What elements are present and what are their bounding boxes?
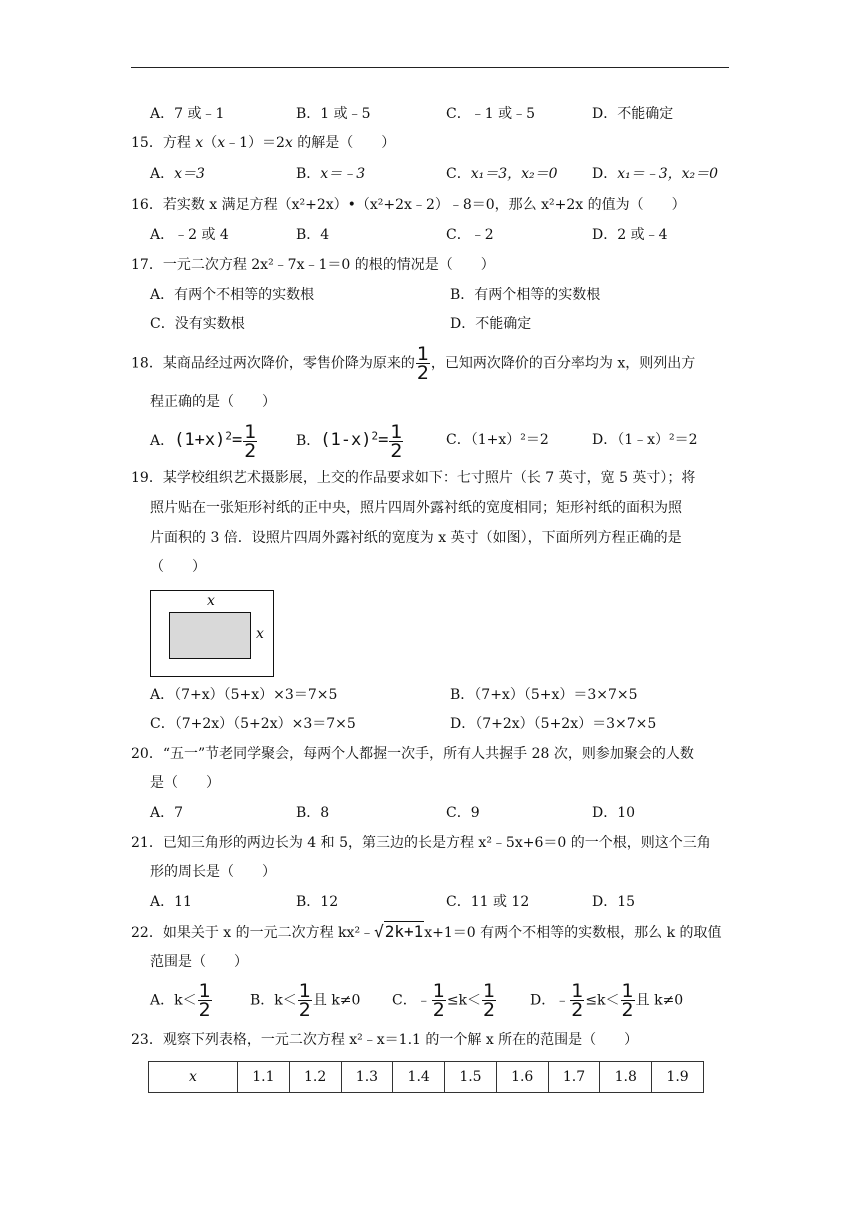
q18-option-b[interactable] [296, 422, 404, 460]
half-fraction [298, 982, 312, 1019]
numerator: 1 [298, 980, 311, 1002]
q21-stem-line1: 21．已知三角形的两边长为 4 和 5，第三边的长是方程 x²﹣5x+6＝0 的一个根，则这个三角 [131, 835, 711, 851]
q15-option-d[interactable]: D．x₁＝﹣3，x₂＝0 [592, 166, 719, 182]
q18-stem-line1 [131, 345, 695, 382]
q15-option-b-text: x＝﹣3 [320, 166, 366, 182]
q20-option-d[interactable]: D．10 [592, 805, 636, 821]
q15-stem [131, 133, 395, 153]
q22-text: 22．如果关于 x 的一元二次方程 kx²﹣ [131, 925, 375, 941]
table-cell: 1.6 [496, 1062, 548, 1093]
q14-option-b[interactable]: B．1 或﹣5 [296, 106, 371, 122]
q21-option-d[interactable]: D．15 [592, 894, 636, 910]
q19-stem-line4: （ ） [150, 559, 206, 575]
q15-var: x [217, 135, 226, 151]
q18-text: 18．某商品经过两次降价，零售价降为原来的 [131, 355, 415, 372]
half-fraction [621, 982, 635, 1019]
table-row [149, 1062, 704, 1093]
q16-option-a[interactable]: A．﹣2 或 4 [150, 227, 229, 243]
q21-option-a[interactable]: A．11 [150, 894, 192, 910]
q19-stem-line3: 片面积的 3 倍．设照片四周外露衬纸的宽度为 x 英寸（如图），下面所列方程正确的是 [150, 530, 682, 546]
option-text: D．﹣ [530, 992, 570, 1009]
photo-mat-figure [150, 590, 274, 677]
denominator: 2 [244, 439, 257, 462]
q18-fraction [416, 345, 430, 382]
q20-stem-line2: 是（ ） [150, 775, 220, 791]
q18-option-d[interactable]: D．（1﹣x）²＝2 [592, 432, 698, 448]
q20-option-a[interactable]: A．7 [150, 805, 184, 821]
q17-stem: 17．一元二次方程 2x²﹣7x﹣1＝0 的根的情况是（ ） [131, 257, 495, 273]
q14-option-d[interactable]: D．不能确定 [592, 106, 674, 122]
option-text: B．k＜ [250, 992, 297, 1009]
q19-option-c[interactable]: C．（7+2x）（5+2x）×3＝7×5 [150, 716, 356, 732]
q15-option-a[interactable]: A．x＝3 [150, 166, 205, 182]
denominator: 2 [621, 999, 634, 1021]
q21-option-b[interactable]: B．12 [296, 894, 339, 910]
q22-stem-line1 [131, 922, 722, 943]
q15-text: 的解是（ ） [292, 135, 396, 151]
q22-stem-line2: 范围是（ ） [150, 954, 248, 970]
header-rule [131, 67, 729, 68]
numerator: 1 [621, 980, 634, 1002]
half-fraction [243, 420, 257, 462]
exponent: 2 [225, 429, 232, 443]
numerator: 1 [416, 343, 429, 365]
q17-option-d[interactable]: D．不能确定 [450, 316, 532, 332]
table-cell: 1.4 [393, 1062, 445, 1093]
q15-option-c-text: x₁＝3，x₂＝0 [470, 166, 558, 182]
numerator: 1 [571, 980, 584, 1002]
q15-option-d-text: x₁＝﹣3，x₂＝0 [617, 166, 719, 182]
option-label: A． [150, 433, 175, 449]
table-cell: 1.3 [341, 1062, 393, 1093]
q19-option-a[interactable]: A．（7+x）（5+x）×3＝7×5 [150, 687, 338, 703]
q20-option-c[interactable]: C．9 [446, 805, 480, 821]
q15-text: 方程 [162, 135, 196, 151]
option-text: ≤k＜ [446, 992, 482, 1009]
figure-label-x-top: x [207, 593, 215, 609]
table-cell: 1.9 [652, 1062, 704, 1093]
option-text: 且 k≠0 [312, 992, 361, 1009]
exponent: 2 [371, 429, 379, 443]
q18-option-c[interactable]: C．（1+x）²＝2 [446, 432, 549, 448]
half-fraction [198, 982, 212, 1019]
denominator: 2 [483, 999, 496, 1021]
q22-option-a[interactable] [150, 982, 213, 1019]
value-table [148, 1061, 704, 1093]
q19-stem-line2: 照片贴在一张矩形衬纸的正中央，照片四周外露衬纸的宽度相同；矩形衬纸的面积为照 [150, 500, 682, 516]
q15-option-a-text: x＝3 [174, 166, 205, 182]
table-cell: 1.1 [238, 1062, 290, 1093]
numerator: 1 [390, 420, 403, 443]
option-label: B． [296, 433, 321, 449]
equals: = [378, 430, 389, 450]
q22-option-d[interactable] [530, 982, 683, 1019]
expr: (1-x) [320, 430, 372, 450]
numerator: 1 [198, 980, 211, 1002]
table-cell: 1.2 [289, 1062, 341, 1093]
half-fraction [482, 982, 496, 1019]
denominator: 2 [390, 439, 403, 462]
table-header-cell: x [149, 1062, 238, 1093]
table-cell: 1.8 [600, 1062, 652, 1093]
q19-option-b[interactable]: B．（7+x）（5+x）＝3×7×5 [450, 687, 638, 703]
expr: (1+x) [174, 430, 226, 450]
denominator: 2 [416, 362, 429, 384]
q19-option-d[interactable]: D．（7+2x）（5+2x）＝3×7×5 [450, 716, 657, 732]
q16-option-d[interactable]: D．2 或﹣4 [592, 227, 668, 243]
denominator: 2 [571, 999, 584, 1021]
q21-stem-line2: 形的周长是（ ） [150, 864, 276, 880]
q23-stem: 23．观察下列表格，一元二次方程 x²﹣x＝1.1 的一个解 x 所在的范围是（ ） [131, 1032, 639, 1048]
q18-stem-line2: 程正确的是（ ） [150, 394, 276, 410]
numerator: 1 [483, 980, 496, 1002]
q15-option-c[interactable]: C．x₁＝3，x₂＝0 [446, 166, 558, 182]
q15-number: 15． [131, 135, 163, 151]
q22-option-c[interactable] [392, 982, 497, 1019]
numerator: 1 [432, 980, 445, 1002]
q17-option-c[interactable]: C．没有实数根 [150, 316, 245, 332]
q21-option-c[interactable]: C．11 或 12 [446, 894, 530, 910]
half-fraction [570, 982, 584, 1019]
q22-text: x+1＝0 有两个不相等的实数根，那么 k 的取值 [424, 925, 722, 941]
q20-stem-line1: 20．“五一”节老同学聚会，每两个人都握一次手，所有人共握手 28 次，则参加聚会的人数 [131, 746, 694, 762]
q15-var: x [195, 135, 204, 151]
table-cell: 1.5 [445, 1062, 497, 1093]
q15-text: ﹣1）＝2 [225, 135, 285, 151]
radicand: 2k+1 [384, 922, 424, 941]
q15-text: （ [203, 135, 218, 151]
q15-var: x [284, 135, 293, 151]
photo-rectangle [169, 612, 251, 659]
q16-stem: 16．若实数 x 满足方程（x²+2x）•（x²+2x﹣2）﹣8＝0，那么 x²+2x 的值为（ ） [131, 197, 686, 213]
option-text: C．﹣ [392, 992, 431, 1009]
q16-option-b[interactable]: B．4 [296, 227, 330, 243]
q19-stem-line1: 19．某学校组织艺术摄影展，上交的作品要求如下：七寸照片（长 7 英寸，宽 5 英寸）；将 [131, 470, 696, 486]
q17-option-b[interactable]: B．有两个相等的实数根 [450, 287, 601, 303]
numerator: 1 [244, 420, 257, 443]
q14-option-a[interactable]: A．7 或﹣1 [150, 106, 225, 122]
q16-option-c[interactable]: C．﹣2 [446, 227, 494, 243]
figure-label-x-right: x [256, 626, 264, 642]
q15-option-b[interactable]: B．x＝﹣3 [296, 166, 366, 182]
q18-option-a[interactable] [150, 422, 258, 460]
equals: = [231, 430, 243, 450]
denominator: 2 [198, 999, 211, 1021]
denominator: 2 [432, 999, 445, 1021]
q14-option-c[interactable]: C．﹣1 或﹣5 [446, 106, 535, 122]
q22-option-b[interactable] [250, 982, 360, 1019]
q18-text: ，已知两次降价的百分率均为 x，则列出方 [430, 355, 696, 372]
sqrt-expression: √2k+1 [374, 922, 424, 941]
option-text: ≤k＜ [585, 992, 620, 1009]
option-text: 且 k≠0 [635, 992, 684, 1009]
denominator: 2 [298, 999, 311, 1021]
half-fraction [389, 420, 403, 462]
option-text: A．k＜ [150, 992, 197, 1009]
half-fraction [432, 982, 446, 1019]
table-cell: 1.7 [548, 1062, 600, 1093]
q20-option-b[interactable]: B．8 [296, 805, 330, 821]
q17-option-a[interactable]: A．有两个不相等的实数根 [150, 287, 315, 303]
